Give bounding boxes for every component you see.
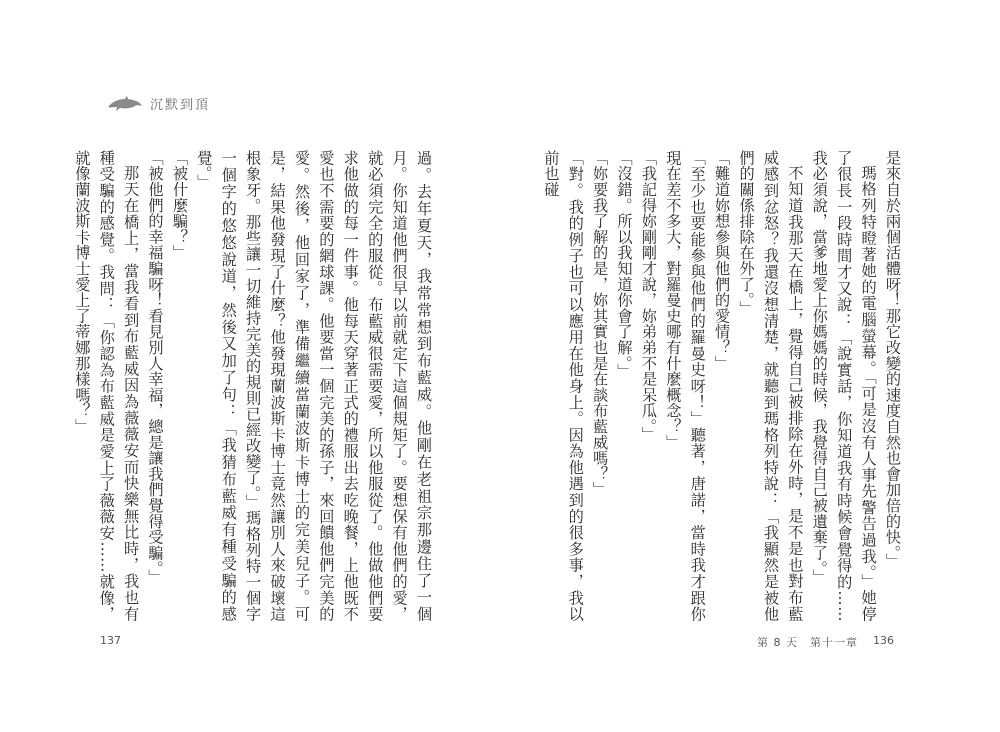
book-title: 沉默到頂 (150, 98, 211, 113)
right-page-body (539, 150, 905, 622)
right-page (542, 150, 905, 622)
paragraph: 不知道我那天在橋上，覺得自己被排除在外時，是不是也對布藍威感到忿怒？我還沒想清楚，就聽到瑪格列特說：「我顯然是被他們的關係排除在外了。」 (737, 150, 805, 622)
chapter-footer: 第 8 天 第十一章 (757, 636, 858, 649)
paragraph: 是來自於兩個活體呀！那它改變的速度自然也會加倍的快。」 (884, 150, 902, 569)
paragraph: 「難道妳想參與他們的愛情？」 (713, 150, 732, 372)
paragraph: 「被他們的幸福騙呀！看見別人幸福，總是讓我們覺得受騙。」 (146, 150, 165, 585)
page-number-right: 136 (873, 634, 894, 647)
page-number-left: 137 (100, 634, 121, 647)
paragraph: 「對。我的例子也可以應用在他身上。因為他遇到的很多事，我以前也碰 (542, 150, 585, 622)
left-page (73, 150, 436, 622)
left-page-body (70, 150, 436, 622)
dolphin-icon (106, 95, 144, 113)
paragraph: 過。去年夏天，我常常想到布藍威。他剛在老祖宗那邊住了一個月。你知道他們很早以前就定下這個規矩了。要想保有他們的愛，就必須完全的服從。布藍威很需要愛，所以他服從了。他做他們要求他做的每一件事。他每天穿著正式的禮服出去吃晚餐，上他既不愛也不需要的網球課。他要當一個完美的孫子，來回饋他們完美的愛。然後，他回家了，準備繼續當蘭波斯卡博士的完美兒子。可是，結果他發現了什麼？他發現蘭波斯卡博士竟然讓別人來破壞這根象牙。那些讓一切維持完美的規則已經改變了。」瑪格列特一個字一個字的悠悠說道，然後又加了句：「我猜布藍威有種受騙的感覺。」 (195, 150, 433, 622)
paragraph: 「至少也要能參與他們的羅曼史呀！」聽著，唐諾，當時我才跟你現在差不多大，對羅曼史哪有什麼概念？」 (664, 150, 707, 622)
paragraph: 那天在橋上，當我看到布藍威因為薇薇安而快樂無比時，我也有種受騙的感覺。我問：「你認為布藍威是愛上了薇薇安……就像，就像蘭波斯卡博士愛上了蒂娜那樣嗎？」 (73, 150, 141, 622)
paragraph: 「我記得妳剛剛才說，妳弟弟不是呆瓜。」 (639, 150, 658, 443)
running-header (106, 94, 210, 113)
paragraph: 「沒錯。所以我知道你會了解。」 (615, 150, 634, 380)
paragraph: 「妳要我了解的是，妳其實也是在談布藍威嗎？」 (591, 150, 610, 498)
paragraph: 「被什麼騙？」 (170, 150, 189, 261)
paragraph: 瑪格列特瞪著她的電腦螢幕。「可是沒有人事先警告過我。」她停了很長一段時間才又說：「說實話，你知道我有時候會覺得的……我必須說，當爹地愛上你媽媽的時候，我覺得自己被遺棄了。」 (810, 150, 878, 622)
